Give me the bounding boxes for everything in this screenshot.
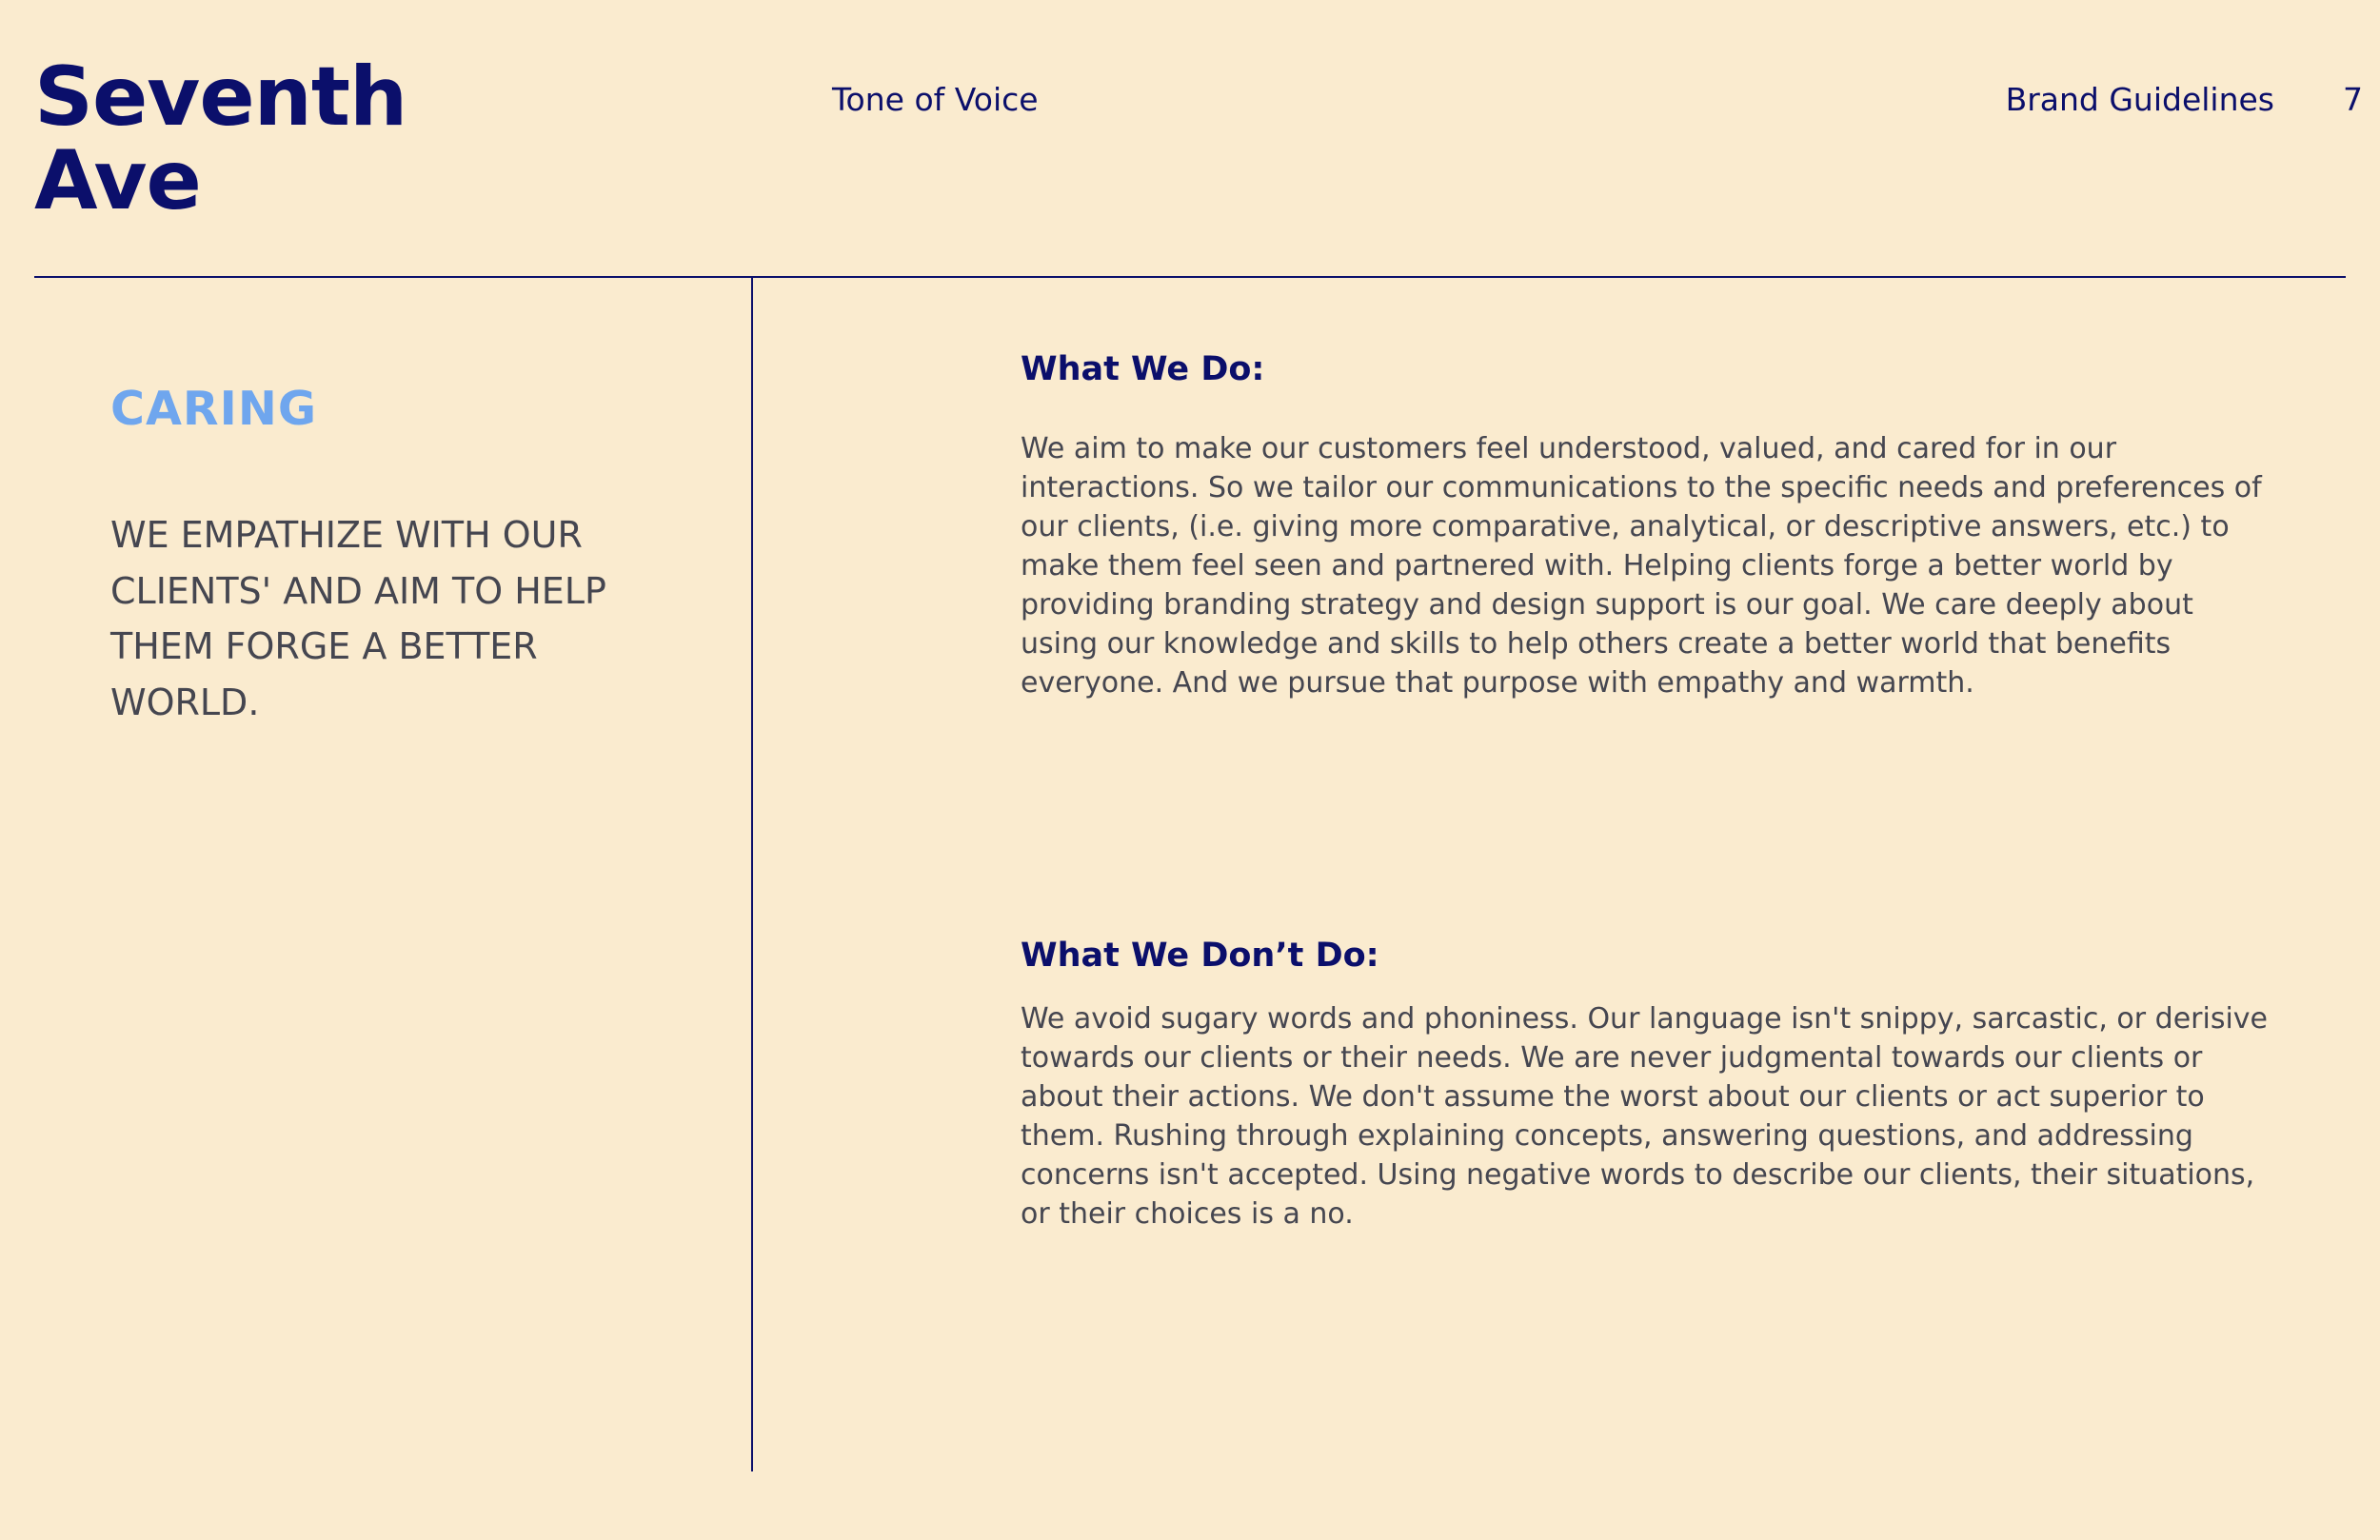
- what-we-dont-do-heading: What We Don’t Do:: [1021, 937, 1379, 975]
- logo-line-2: Ave: [34, 133, 201, 228]
- value-statement: WE EMPATHIZE WITH OUR CLIENTS' AND AIM TO HELP THEM FORGE A BETTER WORLD.: [110, 514, 606, 723]
- logo-line-1: Seventh: [34, 49, 407, 145]
- what-we-dont-do-body: We avoid sugary words and phoniness. Our language isn't snippy, sarcastic, or derisive towards our clients or their needs. We are never judgmental towards our clients or about their actions. We don't assume the worst about our clients or act superior to them. Rushing through explaining concepts, answering questions, and addressing concerns isn't accepted. Using negative words to describe our clients, their situations, or their choices is a no.: [1021, 1002, 2268, 1231]
- brand-logo: [34, 49, 407, 228]
- column-divider: [751, 276, 753, 1471]
- page-number: 7: [2343, 81, 2363, 118]
- value-title: CARING: [110, 382, 318, 436]
- document-title: Brand Guidelines: [2005, 81, 2274, 118]
- header-divider: [34, 276, 2346, 278]
- what-we-do-heading: What We Do:: [1021, 350, 1265, 388]
- what-we-do-body: We aim to make our customers feel understood, valued, and cared for in our interactions. So we tailor our communications to the specific needs and preferences of our clients, (i.e. giving more comparative, analytical, or descriptive answers, etc.) to make them feel seen and partnered with. Helping clients forge a better world by providing branding strategy and design support is our goal. We care deeply about using our knowledge and skills to help others create a better world that benefits everyone. And we pursue that purpose with empathy and warmth.: [1021, 432, 2262, 700]
- section-name: Tone of Voice: [832, 81, 1039, 118]
